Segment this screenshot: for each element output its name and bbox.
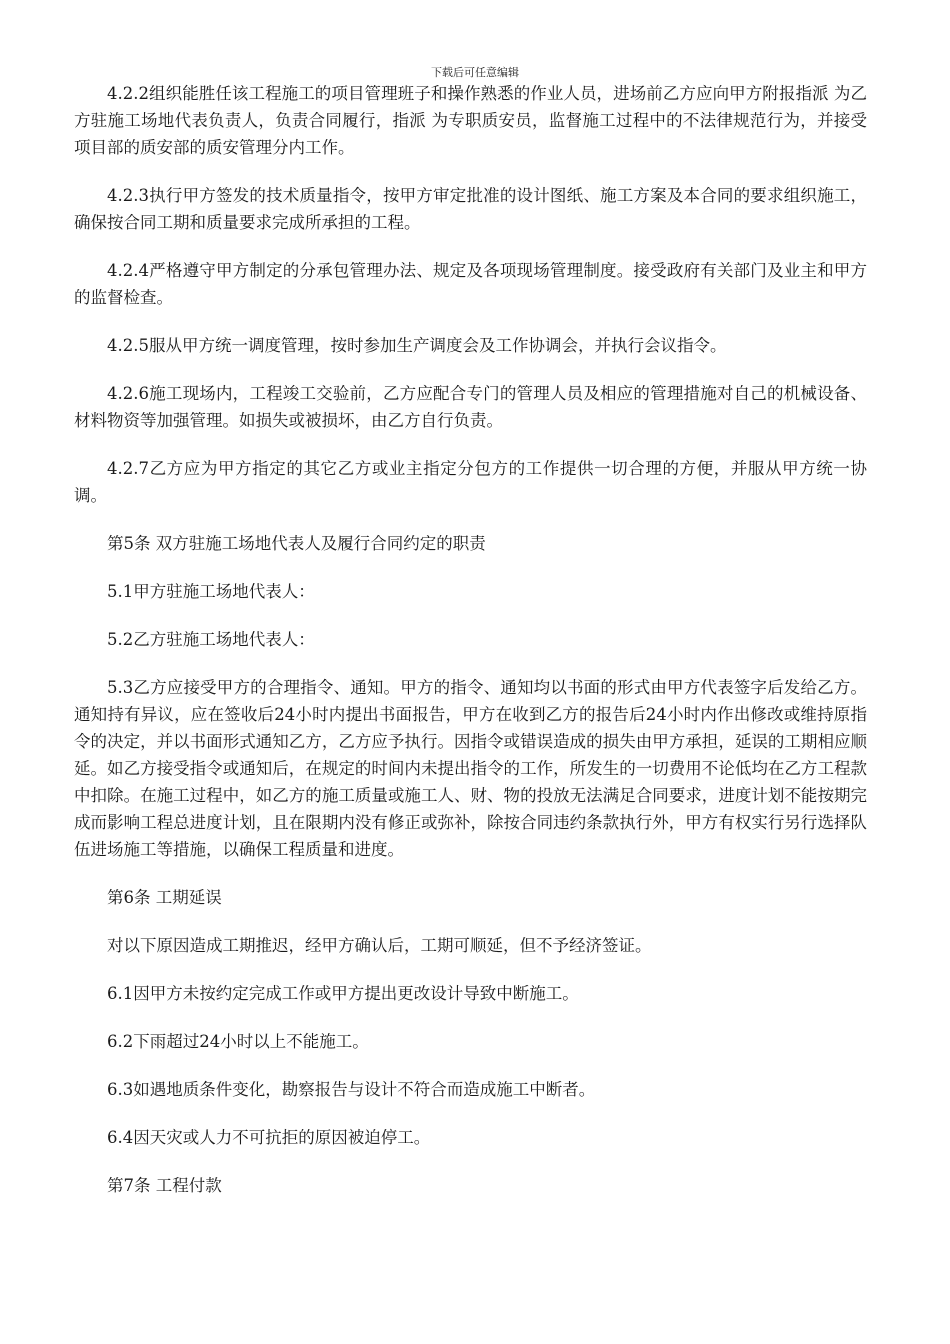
paragraph-5-1: 5.1甲方驻施工场地代表人： [107,582,315,601]
paragraph-5-2: 5.2乙方驻施工场地代表人： [107,630,315,649]
paragraph-4-2-5: 4.2.5服从甲方统一调度管理，按时参加生产调度会及工作协调会，并执行会议指令。 [107,336,727,355]
document-body [74,80,867,1220]
paragraph-6-intro: 对以下原因造成工期推迟，经甲方确认后，工期可顺延，但不予经济签证。 [107,936,652,955]
paragraph-4-2-3: 4.2.3执行甲方签发的技术质量指令，按甲方审定批准的设计图纸、施工方案及本合同的要求组织施工，确保按合同工期和质量要求完成所承担的工程。 [74,186,867,232]
header-note: 下载后可任意编辑 [431,66,519,79]
paragraph-6-3: 6.3如遇地质条件变化，勘察报告与设计不符合而造成施工中断者。 [107,1080,596,1099]
paragraph-4-2-6: 4.2.6施工现场内，工程竣工交验前，乙方应配合专门的管理人员及相应的管理措施对自己的机械设备、材料物资等加强管理。如损失或被损坏，由乙方自行负责。 [74,384,867,430]
paragraph-4-2-2: 4.2.2组织能胜任该工程施工的项目管理班子和操作熟悉的作业人员，进场前乙方应向甲方附报指派 为乙方驻施工场地代表负责人，负责合同履行，指派 为专职质安员，监督施工过程中的不法律规范行为，并接受项目部的质安部的质安管理分内工作。 [74,84,867,157]
paragraph-4-2-7: 4.2.7乙方应为甲方指定的其它乙方或业主指定分包方的工作提供一切合理的方便，并服从甲方统一协调。 [74,459,867,505]
paragraph-5-3: 5.3乙方应接受甲方的合理指令、通知。甲方的指令、通知均以书面的形式由甲方代表签字后发给乙方。通知持有异议，应在签收后24小时内提出书面报告，甲方在收到乙方的报告后24小时内作出修改或维持原指令的决定，并以书面形式通知乙方，乙方应予执行。因指令或错误造成的损失由甲方承担，延误的工期相应顺延。如乙方接受指令或通知后，在规定的时间内未提出指令的工作，所发生的一切费用不论低均在乙方工程款中扣除。在施工过程中，如乙方的施工质量或施工人、财、物的投放无法满足合同要求，进度计划不能按期完成而影响工程总进度计划，且在限期内没有修正或弥补，除按合同违约条款执行外，甲方有权实行另行选择队伍进场施工等措施，以确保工程质量和进度。 [74,678,867,859]
paragraph-4-2-4: 4.2.4严格遵守甲方制定的分承包管理办法、规定及各项现场管理制度。接受政府有关部门及业主和甲方的监督检查。 [74,261,867,307]
paragraph-6-1: 6.1因甲方未按约定完成工作或甲方提出更改设计导致中断施工。 [107,984,579,1003]
paragraph-art-5: 第5条 双方驻施工场地代表人及履行合同约定的职责 [107,534,486,553]
paragraph-art-7: 第7条 工程付款 [107,1176,222,1195]
paragraph-6-2: 6.2下雨超过24小时以上不能施工。 [107,1032,369,1051]
paragraph-art-6: 第6条 工期延误 [107,888,222,907]
paragraph-6-4: 6.4因天灾或人力不可抗拒的原因被迫停工。 [107,1128,431,1147]
